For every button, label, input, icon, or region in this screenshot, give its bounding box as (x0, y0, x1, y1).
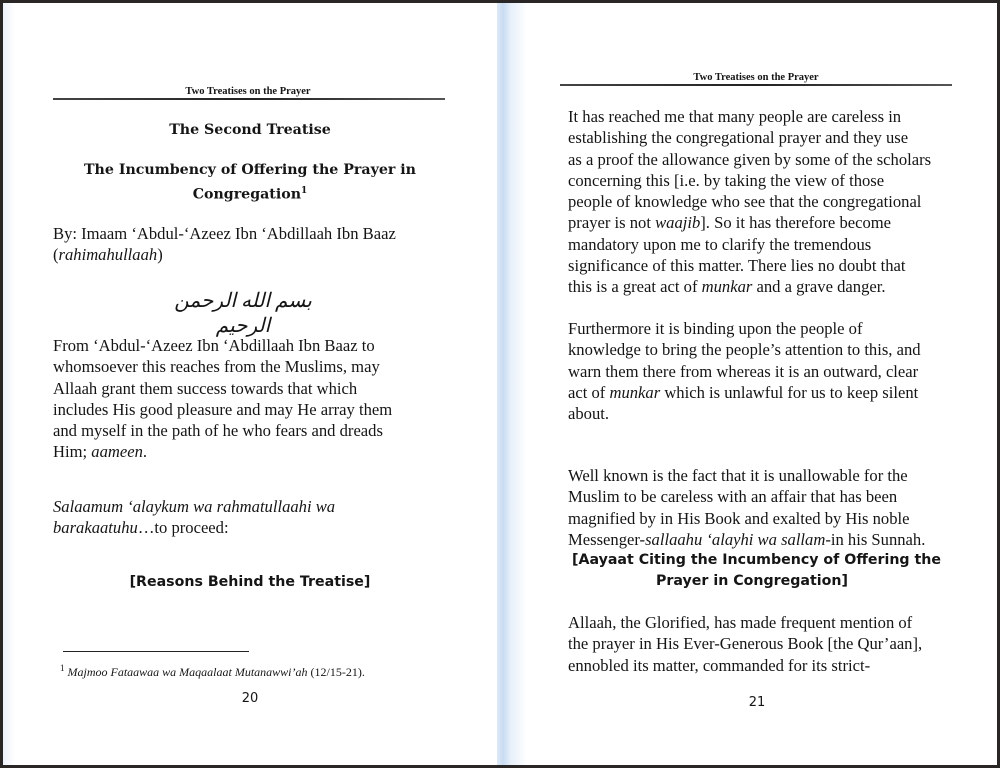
text: ( (53, 245, 59, 265)
italic-text: munkar (701, 277, 753, 297)
text: -in his Sunnah. (825, 529, 926, 549)
text-line (53, 356, 392, 377)
basmala-calligraphy: بسم الله الرحمن الرحيم (174, 290, 312, 337)
text: Allaah grant them success towards that which (53, 378, 358, 398)
text: as a proof the allowance given by some of the scholars (568, 149, 932, 169)
text: …to proceed: (137, 518, 229, 538)
text: and myself in the path of he who fears and dreads (53, 421, 383, 441)
text-line (568, 339, 921, 360)
text: and a grave danger. (752, 277, 886, 297)
text: significance of this matter. There lies no doubt that (568, 256, 906, 276)
text-line (568, 318, 921, 339)
title-line (3, 181, 497, 206)
text-line (568, 403, 921, 424)
text-line (53, 496, 335, 517)
text-line (568, 633, 922, 654)
heading-line: [Aayaat Citing the Incumbency of Offering the (572, 552, 942, 568)
text-line (568, 382, 921, 403)
footnote-title: Majmoo Fataawaa wa Maqaalaat Mutanawwi’ah (67, 665, 308, 679)
text-line (568, 255, 931, 276)
text: people of knowledge who see that the congregational (568, 192, 922, 212)
text: Muslim to be careless with an affair that has been (568, 487, 898, 507)
text: prayer is not (568, 213, 656, 233)
italic-text: munkar (609, 382, 661, 402)
header-rule (560, 84, 952, 86)
text-line (568, 508, 925, 529)
right-page (497, 3, 997, 765)
text: concerning this [i.e. by taking the view of those (568, 170, 885, 190)
text-line (53, 378, 392, 399)
text: this is a great act of (568, 277, 702, 297)
text: Well known is the fact that it is unallowable for the (568, 466, 908, 485)
text: From ‘Abdul-‘Azeez Ibn ‘Abdillaah Ibn Baaz to (53, 336, 375, 355)
text-line (568, 127, 931, 148)
running-head: Two Treatises on the Prayer (185, 86, 311, 97)
text-line (568, 529, 925, 550)
text: ]. So it has therefore become (700, 213, 892, 233)
footnote-mark: 1 (60, 663, 65, 673)
paragraph (568, 465, 925, 550)
text-line (568, 612, 922, 633)
page-number: 20 (241, 691, 259, 706)
heading-line: Prayer in Congregation] (656, 573, 848, 589)
byline (53, 223, 396, 266)
paragraph (53, 496, 335, 539)
title-line-text: Congregation (192, 186, 302, 203)
italic-text: Salaamum ‘alaykum wa rahmatullaahi wa (53, 497, 336, 516)
text-line (568, 149, 931, 170)
footnote (60, 663, 365, 680)
text-line (53, 335, 392, 356)
italic-text: waajib (655, 213, 701, 233)
footnote-rule (63, 651, 249, 652)
text-line (568, 170, 931, 191)
text: It has reached me that many people are careless in (568, 107, 902, 126)
section-heading: [Reasons Behind the Treatise] (129, 574, 371, 590)
text-line (568, 465, 925, 486)
text-line (53, 399, 392, 420)
text: magnified by in His Book and exalted by His noble (568, 508, 910, 528)
text: which is unlawful for us to keep silent (660, 382, 919, 402)
text-line (53, 244, 396, 265)
page-number: 21 (748, 695, 766, 710)
text: establishing the congregational prayer and they use (568, 128, 909, 148)
text-line (568, 361, 921, 382)
italic-text: sallaahu ‘alayhi wa sallam (645, 529, 826, 549)
text: act of (568, 382, 610, 402)
text-line (53, 223, 396, 244)
text: ennobled its matter, commanded for its strict- (568, 655, 871, 675)
text: Allaah, the Glorified, has made frequent mention of (568, 613, 913, 632)
text: Messenger- (568, 529, 646, 549)
paragraph (568, 318, 921, 424)
text-line (568, 276, 931, 297)
text-line (568, 106, 931, 127)
italic-text: barakaatuhu (53, 518, 138, 538)
treatise-label: The Second Treatise (169, 122, 331, 138)
text-line (568, 212, 931, 233)
italic-text: aameen (91, 442, 143, 462)
text: mandatory upon me to clarify the tremendous (568, 234, 872, 254)
text-line (568, 486, 925, 507)
text: ) (157, 245, 163, 265)
text-line (568, 655, 922, 676)
text: whomsoever this reaches from the Muslims, may (53, 357, 380, 377)
italic-text: rahimahullaah (58, 245, 158, 265)
text: about. (568, 404, 610, 424)
running-head: Two Treatises on the Prayer (693, 72, 819, 83)
paragraph (568, 106, 931, 298)
text: warn them there from whereas it is an outward, clear (568, 361, 919, 381)
paragraph (53, 335, 392, 463)
left-page (3, 3, 497, 765)
footnote-mark: 1 (301, 186, 308, 196)
text-line (53, 441, 392, 462)
footnote-ref: (12/15-21). (307, 665, 365, 679)
text: knowledge to bring the people’s attention to this, and (568, 340, 921, 360)
text: . (142, 442, 148, 462)
paragraph (568, 612, 922, 676)
text-line (53, 420, 392, 441)
title-line: The Incumbency of Offering the Prayer in (84, 162, 416, 178)
text-line (568, 191, 931, 212)
text: Furthermore it is binding upon the people of (568, 319, 863, 338)
text-line (53, 517, 335, 538)
treatise-title (3, 160, 497, 206)
text-line (568, 234, 931, 255)
section-heading (572, 550, 942, 592)
text: the prayer in His Ever-Generous Book [the Qur’aan], (568, 634, 923, 654)
text: By: Imaam ‘Abdul-‘Azeez Ibn ‘Abdillaah Ibn Baaz (53, 224, 396, 243)
text: includes His good pleasure and may He array them (53, 399, 393, 419)
text: Him; (53, 442, 92, 462)
header-rule (53, 98, 445, 100)
